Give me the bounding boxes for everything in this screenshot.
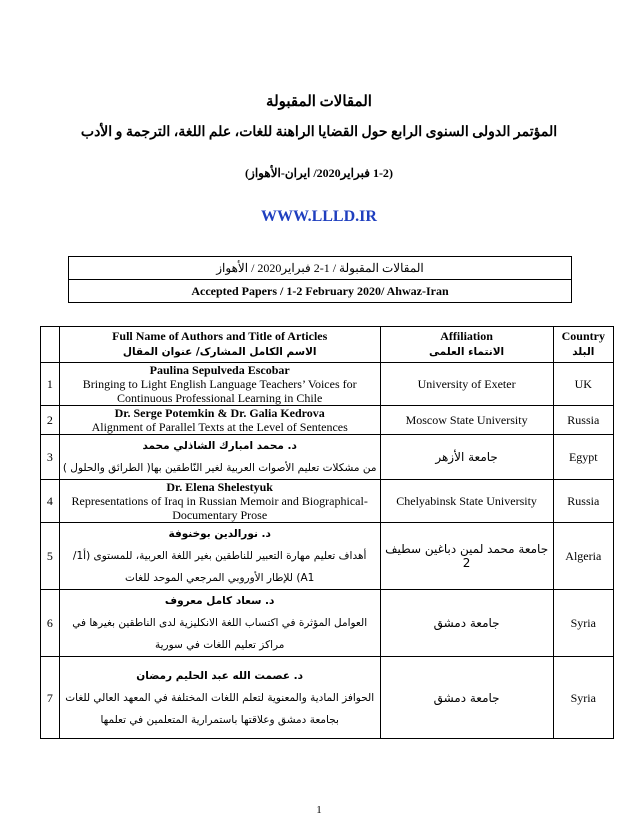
accepted-papers-table bbox=[40, 326, 614, 739]
table-row bbox=[41, 406, 614, 435]
article-cell bbox=[59, 480, 380, 523]
country: Algeria bbox=[553, 523, 613, 590]
author-name: Dr. Elena Shelestyuk bbox=[166, 480, 273, 494]
author-name: د. محمد امبارك الشاذلي محمد bbox=[142, 440, 297, 452]
header-article-cell bbox=[59, 327, 380, 363]
article-cell bbox=[59, 523, 380, 590]
table-row bbox=[41, 590, 614, 657]
row-number: 1 bbox=[41, 363, 60, 406]
conference-name: المؤتمر الدولی السنوی الرابع حول القضایا الراهنة للغات، علم اللغة، الترجمة و الأدب bbox=[80, 125, 558, 140]
header-num-cell bbox=[41, 327, 60, 363]
author-name: د. عصمت الله عبد الحليم رمضان bbox=[136, 669, 304, 682]
header-affiliation-en: Affiliation bbox=[440, 328, 493, 343]
affiliation: University of Exeter bbox=[380, 363, 553, 406]
country: Syria bbox=[553, 657, 613, 739]
article-title: من مشكلات تعليم الأصوات العربية لغير النّاطقين بها( الطرائق والحلول ) bbox=[62, 462, 377, 474]
article-title: أهداف تعليم مهارة التعبير للناطقين بغير اللغة العربية، للمستوى (أ1/ A1) للإطار الأوروبي المرجعي الموحد للغات bbox=[72, 550, 367, 584]
author-name: د. سعاد كامل معروف bbox=[164, 595, 275, 607]
article-cell bbox=[59, 435, 380, 480]
banner-row-ar bbox=[69, 257, 572, 280]
article-cell bbox=[59, 406, 380, 435]
header-country-cell bbox=[553, 327, 613, 363]
article-cell bbox=[59, 363, 380, 406]
article-title: Alignment of Parallel Texts at the Level of Sentences bbox=[91, 420, 348, 434]
row-number: 5 bbox=[41, 523, 60, 590]
affiliation: جامعة محمد لمين دباغين سطيف 2 bbox=[380, 523, 553, 590]
article-title: Representations of Iraq in Russian Memoir and Biographical-Documentary Prose bbox=[71, 494, 368, 522]
banner-en: Accepted Papers / 1-2 February 2020/ Ahwaz-Iran bbox=[69, 280, 572, 303]
banner-row-en bbox=[69, 280, 572, 303]
banner-table bbox=[68, 256, 572, 303]
conference-date: (1-2 فبرایر2020/ ایران-الأهواز) bbox=[245, 166, 393, 180]
header-affiliation-ar: الانتماء العلمی bbox=[429, 345, 505, 358]
table-row bbox=[41, 523, 614, 590]
header-article-en: Full Name of Authors and Title of Articles bbox=[112, 328, 328, 343]
affiliation: جامعة دمشق bbox=[380, 657, 553, 739]
header-country-en: Country bbox=[561, 328, 605, 343]
author-name: د. نورالدين بوخنوفة bbox=[168, 528, 271, 540]
article-cell bbox=[59, 657, 380, 739]
country: Egypt bbox=[553, 435, 613, 480]
table-header-row bbox=[41, 327, 614, 363]
table-row bbox=[41, 363, 614, 406]
table-row bbox=[41, 657, 614, 739]
header-country-ar: البلد bbox=[572, 345, 595, 358]
country: Russia bbox=[553, 406, 613, 435]
header-affiliation-cell bbox=[380, 327, 553, 363]
country: Syria bbox=[553, 590, 613, 657]
page-title: المقالات المقبولة bbox=[266, 94, 372, 110]
row-number: 7 bbox=[41, 657, 60, 739]
affiliation: جامعة دمشق bbox=[380, 590, 553, 657]
article-title: Bringing to Light English Language Teachers’ Voices for Continuous Professional Learning in Chile bbox=[82, 377, 357, 405]
table-row bbox=[41, 480, 614, 523]
page-number: 1 bbox=[316, 804, 322, 816]
website-link[interactable]: WWW.LLLD.IR bbox=[261, 208, 377, 225]
header-article-ar: الاسم الکامل المشارک/ عنوان المقال bbox=[122, 345, 317, 358]
row-number: 2 bbox=[41, 406, 60, 435]
country: UK bbox=[553, 363, 613, 406]
author-name: Paulina Sepulveda Escobar bbox=[149, 363, 290, 377]
article-title: الحوافز المادية والمعنوية لتعلم اللغات المختلفة في المعهد العالي للغات بجامعة دمشق وعلاقتها باستمرارية المتعلمين في تعلمها bbox=[65, 691, 375, 726]
affiliation: Chelyabinsk State University bbox=[380, 480, 553, 523]
row-number: 3 bbox=[41, 435, 60, 480]
article-title: العوامل المؤثرة في اكتساب اللغة الانكليزية لدى الناطقين بغيرها في مراكز تعليم اللغات في سورية bbox=[72, 617, 368, 651]
row-number: 6 bbox=[41, 590, 60, 657]
banner-ar: المقالات المقبولة / 1-2 فبرایر2020 / الأهواز bbox=[69, 257, 572, 280]
affiliation: جامعة الأزهر bbox=[380, 435, 553, 480]
article-cell bbox=[59, 590, 380, 657]
row-number: 4 bbox=[41, 480, 60, 523]
affiliation: Moscow State University bbox=[380, 406, 553, 435]
author-name: Dr. Serge Potemkin & Dr. Galia Kedrova bbox=[114, 406, 325, 420]
country: Russia bbox=[553, 480, 613, 523]
table-row bbox=[41, 435, 614, 480]
